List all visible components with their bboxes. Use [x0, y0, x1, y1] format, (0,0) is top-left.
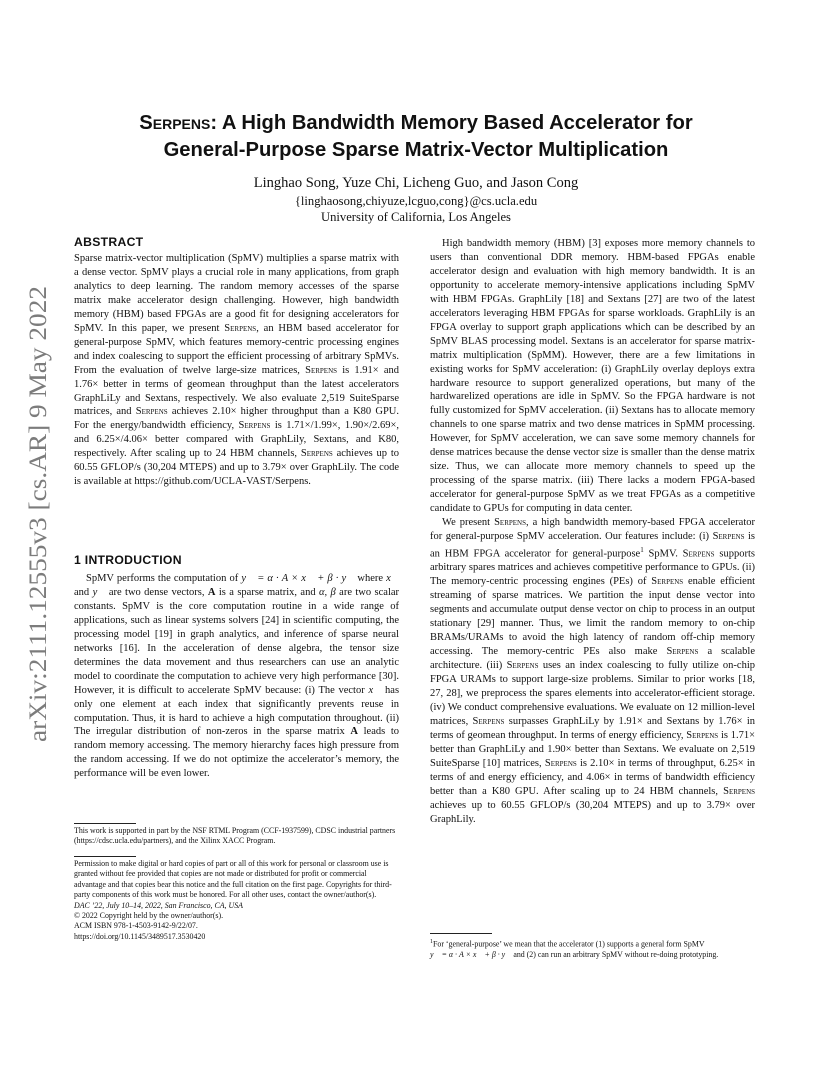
isbn-line: ACM ISBN 978-1-4503-9142-9/22/07. [74, 921, 198, 931]
matrix-a: A [207, 586, 216, 598]
right-text: is an HBM FPGA accelerator for general-purpose [430, 531, 756, 560]
scalars: α, β [318, 586, 336, 598]
system-name: Serpens [723, 785, 756, 797]
abstract-text: Sparse matrix-vector multiplication (SpMV) multiplies a sparse matrix with a dense vector. SpMV plays a crucial role in many applications, from graph analytics to deep learning. The random memory accesses of the sparse matrix make accelerator design challenging. However, high bandwidth memory (HBM) based FPGAs are a good fit for designing accelerators for SpMV. In this paper, we present [74, 253, 399, 334]
footnote-text: and (2) can run an arbitrary SpMV without re-doing prototyping. [513, 950, 719, 960]
system-name: Serpens [135, 406, 168, 418]
contributions-paragraph [430, 516, 755, 826]
doi-link[interactable]: https://doi.org/10.1145/3489517.3530420 [74, 931, 206, 941]
system-name: Serpens [544, 757, 577, 769]
abstract-text: is 1.91× and 1.76× better in terms of geomean throughput than the latest accelerators GraphLiLy and Sextans, respectively. We also evaluate 2,519 SuiteSparse matrices, and [74, 364, 400, 418]
intro-text: are two scalar constants. SpMV is the core computation routine in a wide range of applications, such as linear systems solvers [24] in scientific computing, the processing model [19] in graph analytics, and inference of sparse neural networks [16]. In the acceleration of dense algebra, the tensor size determines the data movement and thus researchers can use an analytic model to coordinate the computation to achieve very high performance [30]. However, it is difficult to accelerate SpMV because: (i) The vector [74, 586, 400, 696]
system-name: Serpens [682, 548, 715, 560]
intro-text: are two dense vectors, [108, 586, 205, 598]
right-text: enable efficient streaming of sparse matrices. We partition the input dense vector into segments and accumulate output dense vector on chip to process in an output stationary [29] manner. Thus, we limit the random memory to on-chip BRAMs/URAMs to avoid the high latency of random off-chip memory accessing. The memory-centric PEs also make [430, 576, 756, 658]
right-text: We present [442, 517, 491, 529]
system-name: Serpens [506, 660, 539, 672]
footnote-rule [74, 823, 136, 824]
copyright-line: © 2022 Copyright held by the owner/author(s). [74, 911, 224, 921]
vector-x: x⃗ [386, 573, 399, 584]
abstract-text: achieves up to 60.55 GFLOP/s (30,204 MTEPS) and up to 3.79× over GraphLily. The code is available at https://github.com/UCLA-VAST/Serpens. [74, 448, 400, 488]
footnote-number: 1 [430, 939, 433, 945]
title-line-2: General-Purpose Sparse Matrix-Vector Multiplication [163, 139, 669, 161]
funding-footnote: This work is supported in part by the NSF RTML Program (CCF-1937599), CDSC industrial partners (https://cdsc.ucla.edu/partners), and the Xilinx XACC Program. [74, 826, 396, 846]
permission-text: Permission to make digital or hard copies of part or all of this work for personal or classroom use is granted without fee provided that copies are not made or distributed for profit or commercial advantage and that copies bear this notice and the full citation on the first page. Copyrights for third-party components of this work must be honored. For all other uses, contact the owner/author(s). [74, 859, 392, 900]
spmv-equation: y⃗ = α · A × x⃗ + β · y⃗ [241, 573, 355, 584]
right-text: surpasses GraphLiLy by 1.91× and Sextans by 1.76× in terms of geomean throughput. In terms of energy efficiency, [430, 715, 756, 741]
abstract-text: achieves 2.10× higher throughput than a K80 GPU. For the energy/bandwidth efficiency, [74, 406, 400, 432]
footnote-equation: y⃗ = α · A × x⃗ + β · y⃗ [430, 950, 512, 960]
paper-title [82, 110, 750, 164]
system-name: Serpens [651, 576, 684, 588]
system-name: Serpens [139, 112, 211, 134]
system-name: Serpens [494, 517, 526, 529]
intro-text: and [74, 586, 90, 598]
matrix-a: A [350, 726, 358, 738]
arxiv-identifier-stamp [22, 284, 54, 744]
intro-text: is a sparse matrix, and [218, 586, 316, 598]
right-text: , a high bandwidth memory-based FPGA accelerator for general-purpose SpMV acceleration. Our features include: (i) [430, 517, 756, 543]
permission-rule [74, 856, 136, 857]
introduction-heading: 1 INTRODUCTION [74, 553, 182, 567]
abstract-text: , an HBM based accelerator for general-purpose SpMV, which features memory-centric processing engines and index coalescing to support the efficient processing of arbitrary SpMVs. From the evaluation of twelve large-size matrices, [74, 322, 400, 376]
title-line-1-rest: : A High Bandwidth Memory Based Accelerator for [210, 112, 693, 134]
intro-text: where [357, 573, 384, 584]
permission-block [74, 859, 399, 942]
right-text: SpMV. [648, 548, 678, 560]
vector-x: x⃗ [368, 684, 382, 696]
right-text: is 2.10× in terms of throughput, 6.25× in terms of and energy efficiency, and 4.06× in terms of bandwidth efficiency better than a K80 GPU. After scaling up to 24 HBM channels, [430, 757, 756, 797]
system-name: Serpens [305, 364, 338, 376]
title-line-1 [82, 110, 750, 137]
system-name: Serpens [224, 322, 257, 334]
footnote-text: For ‘general-purpose’ we mean that the accelerator (1) supports a general form SpMV [433, 939, 705, 949]
hbm-paragraph: High bandwidth memory (HBM) [3] exposes more memory channels to users than conventional DDR memory. HBM-based FPGAs enable accelerator design and evaluation with high memory bandwidth. It is an opportunity to accelerate memory-intensive applications including SpMV with HBM FPGAs. GraphLily [18] and Sextans [27] are two of the latest accelerators leveraging HBM FPGAs for sparse workloads. GraphLily is an FPGA overlay to support graph applications which can be described by an SpMV BLAS processing model. Sextans is an accelerator for sparse matrix-matrix multiplication (SpMM). However, there are a few limitations in existing works for SpMV acceleration: (i) GraphLily overlay deploys extra hardware resource to support generalized operations, but many of the hardwarelized operations are idle in SpMV. So the FPGA hardware is not fully customized for SpMV acceleration. (ii) Sextans has to allocate memory channels to one sparse matrix and two dense matrices in SpMM processing. However, for SpMV acceleration, we can save some memory channels for dense matrices because the dense vector size is smaller than the dense matrix size. Thus, we can allocate more memory channels to speed up the processing of the sparse matrix. (iii) There lacks a modern FPGA-based accelerator for general-purpose SpMV as we treat FPGAs as a competitive candidate to GPUs for computing in data center. [430, 238, 755, 515]
system-name: Serpens [686, 729, 719, 741]
right-column-body [430, 237, 755, 827]
footnote-rule [430, 933, 492, 934]
author-list: Linghao Song, Yuze Chi, Licheng Guo, and Jason Cong [253, 175, 579, 191]
system-name: Serpens [472, 715, 505, 727]
right-text: uses an index coalescing to fully utilize on-chip FPGA URAMs to support large-size problems. Similar to prior works [18, 27, 28], we preprocess the spares elements into accelerator-efficient storage. (iv) We conduct comprehensive evaluations. We evaluate on 12 million-level matrices, [430, 660, 756, 727]
system-name: Serpens [238, 420, 271, 432]
affiliation: University of California, Los Angeles [321, 210, 511, 224]
vector-y: y⃗ [92, 586, 106, 598]
intro-text: has only one element at each index that significantly prevents reuse in computation. Thus, it is hard to achieve a high computation throughout. (ii) The irregular distribution of non-zeros in the sparse matrix [74, 684, 400, 738]
general-purpose-footnote [430, 937, 760, 960]
intro-text: leads to random memory accessing. The memory hierarchy faces high pressure from the random accessing. If we do not optimize the accelerator’s memory, the performance will be even lower. [74, 726, 400, 780]
footnote-marker[interactable]: 1 [640, 545, 644, 554]
abstract-body [74, 252, 399, 489]
right-text: is 1.71× better than GraphLiLy and 1.90× better than Sextans. We evaluate on 2,519 SuiteSparse [10] matrices, [430, 729, 755, 769]
conference-info: DAC ’22, July 10–14, 2022, San Francisco, CA, USA [74, 900, 243, 910]
abstract-text: is 1.71×/1.99×, 1.90×/2.69×, and 6.25×/4.06× better compared with GraphLily, Sextans, and K80, respectively. After scaling up to 24 HBM channels, [74, 420, 400, 460]
intro-text: SpMV performs the computation of [86, 573, 239, 584]
right-text: supports arbitrary spares matrices and achieves competitive performance to GPUs. (ii) The memory-centric processing engines (PEs) of [430, 548, 756, 588]
author-emails: {linghaosong,chiyuze,lcguo,cong}@cs.ucla.edu [294, 194, 538, 208]
introduction-body [74, 572, 399, 781]
abstract-heading: ABSTRACT [74, 235, 144, 249]
right-text: achieves up to 60.55 GFLOP/s (30,204 MTEPS) and up to 3.79× over GraphLily. [430, 799, 755, 825]
system-name: Serpens [712, 531, 745, 543]
system-name: Serpens [300, 448, 333, 460]
arxiv-id-text: arXiv:2111.12555v3 [cs.AR] 9 May 2022 [25, 324, 52, 742]
right-text: a scalable architecture. (iii) [430, 646, 755, 672]
system-name: Serpens [666, 646, 699, 658]
